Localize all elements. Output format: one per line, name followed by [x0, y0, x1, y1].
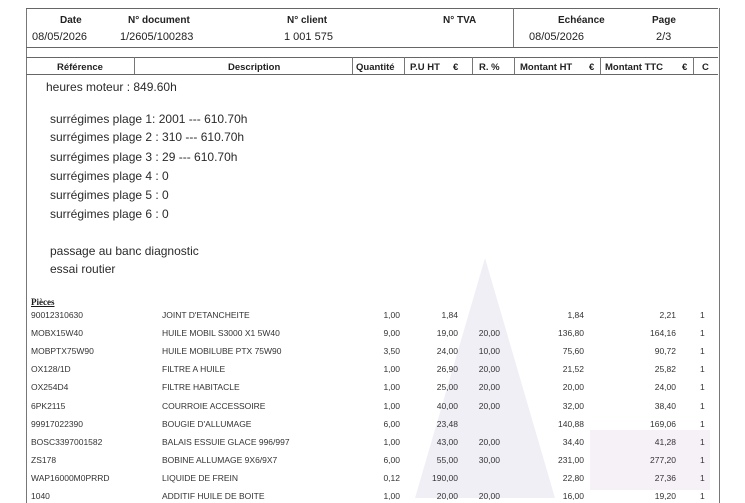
row-unit-price: 20,00 [436, 491, 458, 501]
row-reference: WAP16000M0PRRD [31, 472, 110, 483]
row-discount: 20,00 [478, 382, 500, 393]
row-description: BOBINE ALLUMAGE 9X6/9X7 [162, 454, 278, 465]
row-amount-ttc: 90,72 [654, 346, 676, 357]
row-amount-ht: 34,40 [562, 436, 584, 447]
row-c: 1 [700, 382, 705, 393]
row-unit-price: 1,84 [441, 310, 458, 320]
note-line: surrégimes plage 3 : 29 --- 610.70h [50, 150, 238, 164]
table-row [0, 401, 745, 417]
row-unit-price: 24,00 [436, 346, 458, 357]
row-description: HUILE MOBIL S3000 X1 5W40 [162, 328, 280, 339]
row-description: BALAIS ESSUIE GLACE 996/997 [162, 436, 290, 447]
row-discount: 20,00 [478, 328, 500, 339]
row-unit-price: 25,00 [436, 382, 458, 393]
table-row [0, 455, 745, 471]
row-description: HUILE MOBILUBE PTX 75W90 [162, 346, 282, 357]
row-c: 1 [700, 491, 705, 501]
table-row [0, 491, 745, 503]
col-amount-ttc: Montant TTC [605, 62, 664, 73]
row-reference: OX128/1D [31, 364, 71, 375]
col-reference: Référence [57, 62, 103, 73]
table-row [0, 473, 745, 489]
row-reference: 1040 [31, 491, 50, 501]
note-line: surrégimes plage 6 : 0 [50, 207, 169, 221]
row-unit-price: 26,90 [436, 364, 458, 375]
due-date-value: 08/05/2026 [529, 31, 585, 43]
row-amount-ttc: 38,40 [654, 400, 676, 411]
section-title: Pièces [31, 297, 55, 307]
row-discount: 30,00 [478, 454, 500, 465]
row-description: COURROIE ACCESSOIRE [162, 400, 266, 411]
row-amount-ht: 231,00 [558, 454, 584, 465]
date-label: Date [60, 15, 82, 26]
row-quantity: 0,12 [383, 472, 400, 483]
row-amount-ttc: 169,06 [650, 418, 676, 429]
row-c: 1 [700, 310, 705, 320]
row-quantity: 1,00 [383, 436, 400, 447]
col-c: C [702, 62, 709, 73]
row-unit-price: 190,00 [432, 472, 458, 483]
col-unit-price: P.U HT [410, 62, 440, 73]
row-c: 1 [700, 418, 705, 429]
row-description: FILTRE HABITACLE [162, 382, 240, 393]
date-value: 08/05/2026 [32, 31, 88, 43]
client-number-value: 1 001 575 [284, 31, 333, 43]
row-description: JOINT D'ETANCHEITE [162, 310, 250, 320]
row-amount-ht: 16,00 [562, 491, 584, 501]
column-divider [514, 57, 515, 74]
row-unit-price: 23,48 [436, 418, 458, 429]
note-line: surrégimes plage 5 : 0 [50, 188, 169, 202]
row-c: 1 [700, 436, 705, 447]
row-amount-ttc: 277,20 [650, 454, 676, 465]
row-amount-ttc: 164,16 [650, 328, 676, 339]
table-row [0, 364, 745, 380]
row-c: 1 [700, 346, 705, 357]
note-line: passage au banc diagnostic [50, 244, 199, 258]
note-line: surrégimes plage 4 : 0 [50, 169, 169, 183]
doc-number-value: 1/2605/100283 [120, 31, 194, 43]
table-row [0, 346, 745, 362]
row-reference: MOBX15W40 [31, 328, 83, 339]
row-reference: OX254D4 [31, 382, 69, 393]
page-value: 2/3 [656, 31, 672, 43]
col-description: Description [228, 62, 281, 73]
tva-number-label: N° TVA [443, 15, 477, 26]
column-divider [352, 57, 353, 74]
col-amount-ht: Montant HT [520, 62, 573, 73]
note-line: essai routier [50, 262, 116, 276]
row-reference: ZS178 [31, 454, 57, 465]
row-amount-ttc: 19,20 [654, 491, 676, 501]
row-reference: 90012310630 [31, 310, 84, 320]
column-divider [513, 8, 514, 47]
row-quantity: 1,00 [383, 364, 400, 375]
column-divider [404, 57, 405, 74]
row-c: 1 [700, 454, 705, 465]
row-c: 1 [700, 472, 705, 483]
col-currency: € [453, 62, 459, 73]
row-amount-ttc: 27,36 [654, 472, 676, 483]
row-c: 1 [700, 400, 705, 411]
row-discount: 10,00 [478, 346, 500, 357]
row-amount-ht: 22,80 [562, 472, 584, 483]
row-reference: 99917022390 [31, 418, 84, 429]
row-quantity: 9,00 [383, 328, 400, 339]
row-unit-price: 55,00 [436, 454, 458, 465]
row-amount-ht: 140,88 [558, 418, 584, 429]
row-reference: 6PK2115 [31, 400, 66, 411]
row-description: FILTRE A HUILE [162, 364, 226, 375]
row-discount: 20,00 [478, 436, 500, 447]
doc-number-label: N° document [128, 15, 190, 26]
col-quantity: Quantité [356, 62, 395, 73]
row-quantity: 6,00 [383, 418, 400, 429]
divider [26, 57, 718, 58]
table-row [0, 328, 745, 344]
column-divider [693, 57, 694, 74]
row-reference: BOSC3397001582 [31, 436, 103, 447]
column-divider [134, 57, 135, 74]
row-quantity: 6,00 [383, 454, 400, 465]
table-row [0, 437, 745, 453]
column-divider [472, 57, 473, 74]
note-line: surrégimes plage 2 : 310 --- 610.70h [50, 130, 245, 144]
row-quantity: 1,00 [383, 400, 400, 411]
row-reference: MOBPTX75W90 [31, 346, 94, 357]
col-currency: € [589, 62, 595, 73]
row-quantity: 3,50 [383, 346, 400, 357]
row-amount-ttc: 24,00 [654, 382, 676, 393]
row-c: 1 [700, 328, 705, 339]
row-amount-ht: 20,00 [562, 382, 584, 393]
row-amount-ttc: 41,28 [654, 436, 676, 447]
row-c: 1 [700, 364, 705, 375]
column-divider [600, 57, 601, 74]
row-amount-ht: 1,84 [567, 310, 584, 320]
row-unit-price: 19,00 [436, 328, 458, 339]
row-description: BOUGIE D'ALLUMAGE [162, 418, 252, 429]
due-date-label: Echéance [558, 15, 605, 26]
row-discount: 20,00 [478, 400, 500, 411]
divider [26, 47, 718, 48]
row-unit-price: 40,00 [436, 400, 458, 411]
table-row [0, 310, 745, 326]
row-amount-ht: 32,00 [562, 400, 584, 411]
divider [26, 74, 718, 75]
client-number-label: N° client [287, 15, 328, 26]
row-amount-ht: 75,60 [562, 346, 584, 357]
divider [26, 8, 718, 9]
row-amount-ttc: 2,21 [659, 310, 676, 320]
row-amount-ht: 136,80 [558, 328, 584, 339]
row-quantity: 1,00 [383, 310, 400, 320]
note-line: heures moteur : 849.60h [46, 80, 177, 94]
row-description: LIQUIDE DE FREIN [162, 472, 239, 483]
col-currency: € [682, 62, 688, 73]
table-row [0, 382, 745, 398]
row-amount-ht: 21,52 [562, 364, 584, 375]
note-line: surrégimes plage 1: 2001 --- 610.70h [50, 112, 248, 126]
row-quantity: 1,00 [383, 491, 400, 501]
row-quantity: 1,00 [383, 382, 400, 393]
row-discount: 20,00 [478, 364, 500, 375]
table-row [0, 419, 745, 435]
row-description: ADDITIF HUILE DE BOITE [162, 491, 265, 501]
row-amount-ttc: 25,82 [654, 364, 676, 375]
col-discount: R. % [479, 62, 500, 73]
row-discount: 20,00 [478, 491, 500, 501]
row-unit-price: 43,00 [436, 436, 458, 447]
page-label: Page [652, 15, 676, 26]
